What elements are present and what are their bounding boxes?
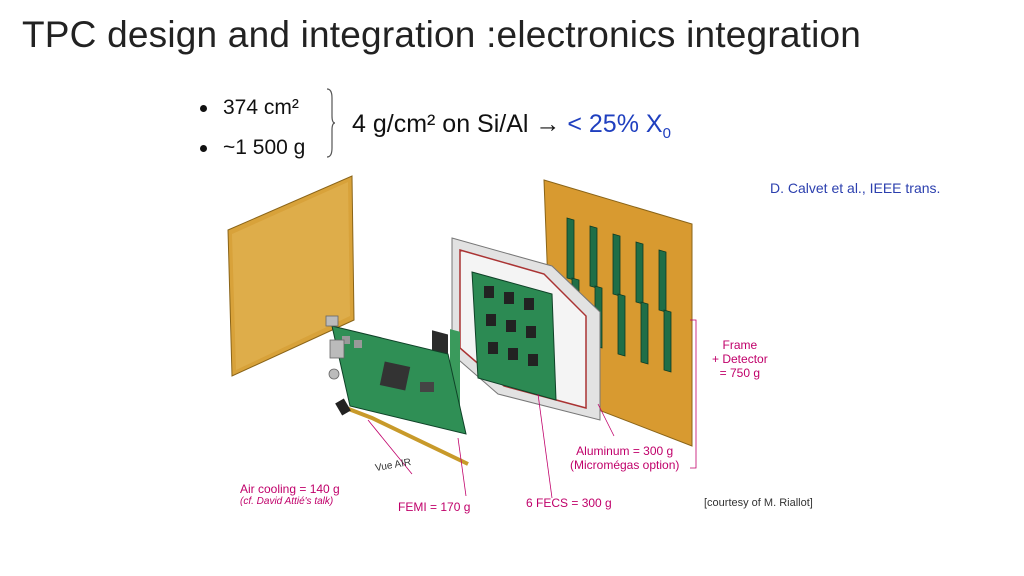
density-statement bbox=[352, 110, 671, 142]
bullet-dot-icon bbox=[200, 105, 207, 112]
slide-title: TPC design and integration :electronics integration bbox=[22, 14, 862, 55]
air-cooling-note: (cf. David Attié's talk) bbox=[240, 496, 334, 507]
statement-highlight: < 25% $X_0$ bbox=[567, 110, 671, 142]
statement-subscript: 0 bbox=[662, 125, 671, 142]
bullet-text: 374 cm² bbox=[223, 96, 299, 119]
reference-citation: D. Calvet et al., IEEE trans. bbox=[770, 180, 941, 196]
femi-label: FEMI = 170 g bbox=[398, 500, 471, 514]
bullet-list bbox=[200, 88, 305, 168]
brace-icon bbox=[326, 88, 336, 158]
statement-main: 4 g/cm² on Si/Al → bbox=[352, 110, 561, 138]
frame-detector-label: Frame + Detector = 750 g bbox=[712, 338, 768, 380]
bullet-item bbox=[200, 88, 305, 128]
vue-air-label: Vue AIR bbox=[374, 456, 413, 475]
aluminum-label: Aluminum = 300 g (Micromégas option) bbox=[570, 444, 680, 472]
air-cooling-label: Air cooling = 140 g (cf. David Attié's talk) bbox=[240, 482, 340, 507]
courtesy-credit: [courtesy of M. Riallot] bbox=[704, 497, 813, 509]
bullet-dot-icon bbox=[200, 145, 207, 152]
bullet-text: ~1 500 g bbox=[223, 136, 306, 159]
fecs-label: 6 FECS = 300 g bbox=[526, 496, 612, 510]
bullet-item bbox=[200, 128, 305, 168]
